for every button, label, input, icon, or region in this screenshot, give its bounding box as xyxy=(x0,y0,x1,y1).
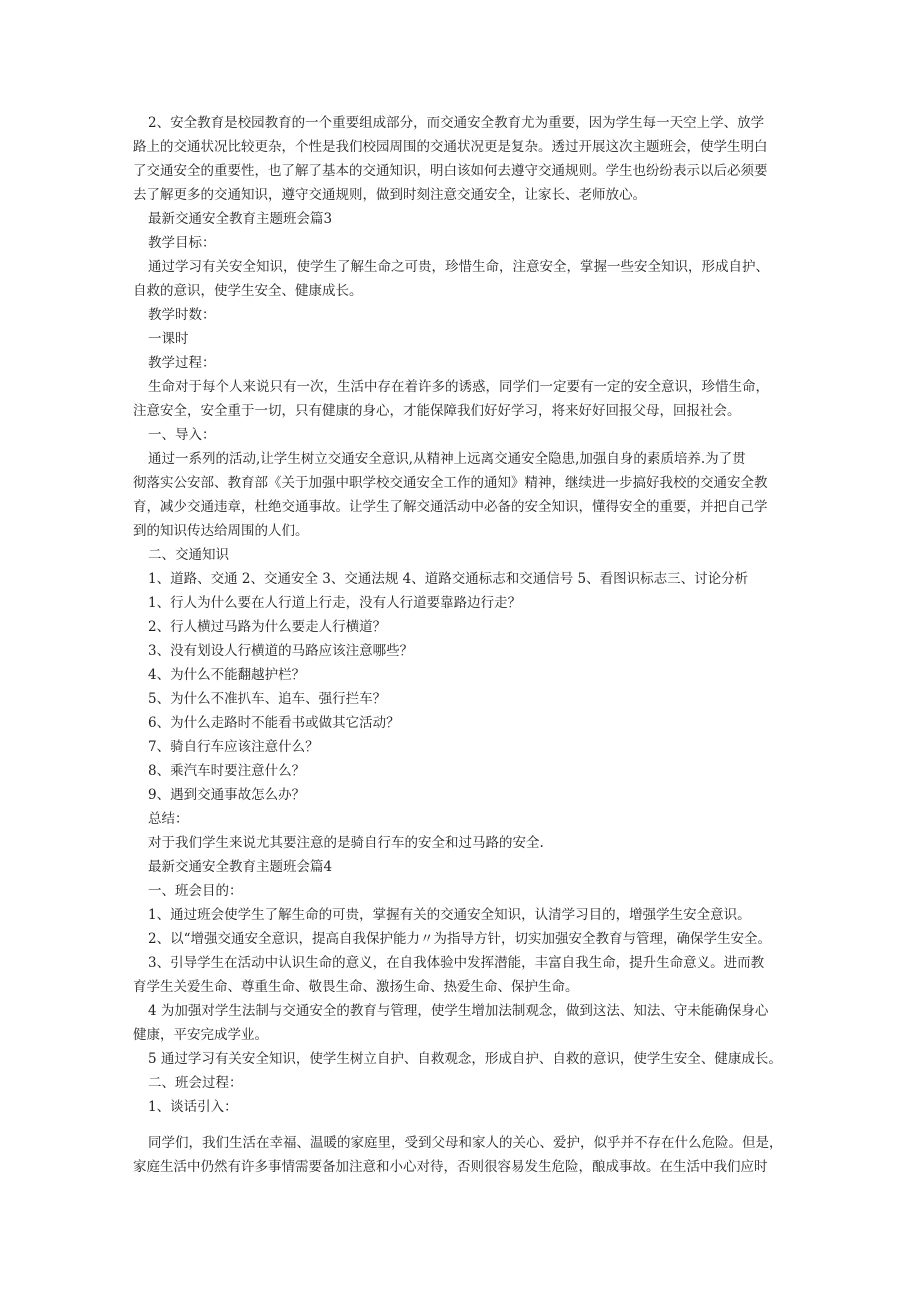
subheading: 二、交通知识 xyxy=(148,547,229,563)
subheading: 总结： xyxy=(148,811,189,827)
subheading: 教学过程： xyxy=(148,355,216,371)
list-item: 6、为什么走路时不能看书或做其它活动？ xyxy=(148,715,400,731)
list-item: 3、引导学生在活动中认识生命的意义，在自我体验中发挥潜能，丰富自我生命，提升生命意义。进而教 xyxy=(148,955,765,971)
list-item: 3、没有划设人行横道的马路应该注意哪些？ xyxy=(148,643,414,659)
paragraph-line: 育学生关爱生命、尊重生命、敬畏生命、激扬生命、热爱生命、保护生命。 xyxy=(133,979,579,995)
paragraph-line: 注意安全，安全重于一切，只有健康的身心，才能保障我们好好学习，将来好好回报父母，回报社会。 xyxy=(133,403,741,419)
paragraph-line: 了交通安全的重要性，也了解了基本的交通知识，明白该如何去遵守交通规则。学生也纷纷表示以后必须要 xyxy=(133,163,768,179)
paragraph-line: 彻落实公安部、教育部《关于加强中职学校交通安全工作的通知》精神，继续进一步搞好我校的交通安全教 xyxy=(133,475,768,491)
list-item: 2、以“增强交通安全意识，提高自我保护能力〃为指导方针，切实加强安全教育与管理，确保学生安全。 xyxy=(148,931,771,947)
subheading: 一、导入： xyxy=(148,427,216,443)
subheading: 1、谈话引入： xyxy=(148,1099,238,1115)
section-heading: 最新交通安全教育主题班会篇4 xyxy=(148,859,333,875)
list-item: 8、乘汽车时要注意什么？ xyxy=(148,763,306,779)
list-item: 7、骑自行车应该注意什么？ xyxy=(148,739,319,755)
subheading: 一、班会目的： xyxy=(148,883,243,899)
paragraph-line: 自救的意识，使学生安全、健康成长。 xyxy=(133,283,363,299)
paragraph-line: 到的知识传达给周围的人们。 xyxy=(133,523,309,539)
paragraph-line: 家庭生活中仍然有许多事情需要备加注意和小心对待，否则很容易发生危险，酿成事故。在生活中我们应时 xyxy=(133,1159,768,1175)
subheading: 教学时数： xyxy=(148,307,216,323)
paragraph-line: 育，减少交通违章，杜绝交通事故。让学生了解交通活动中必备的安全知识，懂得安全的重要，并把自己学 xyxy=(133,499,768,515)
paragraph-line: 一课时 xyxy=(148,331,189,347)
list-item: 9、遇到交通事故怎么办？ xyxy=(148,787,306,803)
paragraph-line: 通过一系列的活动,让学生树立交通安全意识,从精神上远离交通安全隐患,加强自身的素质培养.为了贯 xyxy=(148,451,746,467)
list-item: 2、行人横过马路为什么要走人行横道？ xyxy=(148,619,387,635)
paragraph-line: 同学们，我们生活在幸福、温暖的家庭里，受到父母和家人的关心、爱护，似乎并不存在什么危险。但是， xyxy=(148,1135,783,1151)
paragraph-line: 健康，平安完成学业。 xyxy=(133,1027,268,1043)
list-item: 1、道路、交通 2、交通安全 3、交通法规 4、道路交通标志和交通信号 5、看图识标志三、讨论分析 xyxy=(148,571,749,587)
list-item: 4、为什么不能翻越护栏？ xyxy=(148,667,306,683)
list-item: 5 通过学习有关安全知识，使学生树立自护、自救观念，形成自护、自救的意识，使学生安全、健康成长。 xyxy=(148,1051,782,1067)
list-item: 4 为加强对学生法制与交通安全的教育与管理，使学生增加法制观念，做到这法、知法、守未能确保身心 xyxy=(148,1003,769,1019)
paragraph-line: 对于我们学生来说尤其要注意的是骑自行车的安全和过马路的安全. xyxy=(148,835,544,851)
section-heading: 最新交通安全教育主题班会篇3 xyxy=(148,211,333,227)
paragraph-line: 生命对于每个人来说只有一次，生活中存在着许多的诱惑，同学们一定要有一定的安全意识，珍惜生命， xyxy=(148,379,769,395)
subheading: 二、班会过程： xyxy=(148,1075,243,1091)
paragraph-line: 通过学习有关安全知识，使学生了解生命之可贵，珍惜生命，注意安全，掌握一些安全知识，形成自护、 xyxy=(148,259,769,275)
paragraph-line: 去了解更多的交通知识，遵守交通规则，做到时刻注意交通安全，让家长、老师放心。 xyxy=(133,187,646,203)
subheading: 教学目标： xyxy=(148,235,216,251)
paragraph-line: 路上的交通状况比较更杂，个性是我们校园周围的交通状况更是复杂。透过开展这次主题班会，使学生明白 xyxy=(133,139,768,155)
list-item: 1、通过班会使学生了解生命的可贵，掌握有关的交通安全知识，认清学习目的，增强学生安全意识。 xyxy=(148,907,751,923)
paragraph-line: 2、安全教育是校园教育的一个重要组成部分，而交通安全教育尤为重要，因为学生每一天空上学、放学 xyxy=(148,115,765,131)
list-item: 1、行人为什么要在人行道上行走，没有人行道要靠路边行走？ xyxy=(148,595,522,611)
list-item: 5、为什么不准扒车、追车、强行拦车？ xyxy=(148,691,387,707)
